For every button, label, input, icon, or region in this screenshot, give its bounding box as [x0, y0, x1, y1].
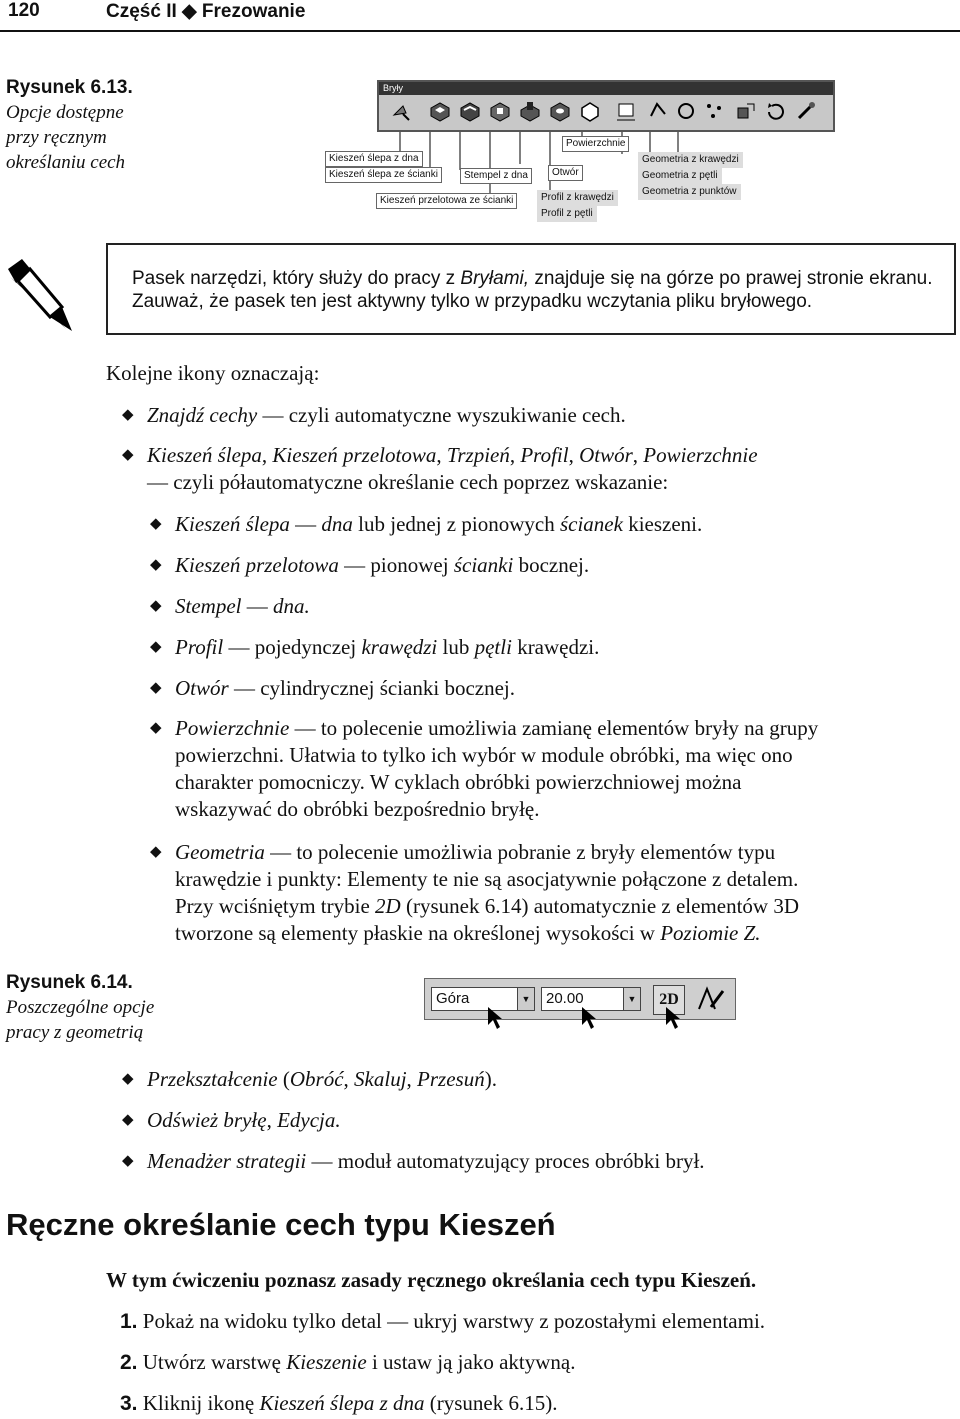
bullet-term: Menadżer strategii	[147, 1149, 307, 1173]
bullet-sep: ,	[436, 443, 447, 467]
bullet-term: Poziomie Z.	[660, 921, 761, 945]
chevron-down-icon[interactable]: ▼	[517, 988, 534, 1010]
callout-hole: Otwór	[548, 165, 583, 181]
bullet-text: tworzone są elementy płaskie na określonej wysokości w	[175, 921, 661, 945]
figure-6-14-caption	[6, 970, 154, 1045]
bullet-text: powierzchni. Ułatwia to tylko ich wybór w module obróbki, ma więc ono	[175, 743, 793, 767]
callout-geometry-edges: Geometria z krawędzi	[638, 152, 743, 168]
bullet-term: Kieszeń ślepa	[175, 512, 290, 536]
bullet-sep: ,	[261, 443, 273, 467]
bullet-sep: ,	[568, 443, 580, 467]
bullet-text: bocznej.	[513, 553, 590, 577]
step-text: Utwórz warstwę	[137, 1350, 287, 1374]
bullet-term: Edycja.	[277, 1108, 341, 1132]
caption-line: Opcje dostępne	[6, 102, 124, 123]
callout-blind-pocket-bottom: Kieszeń ślepa z dna	[325, 151, 423, 167]
callout-blind-pocket-wall: Kieszeń ślepa ze ścianki	[325, 167, 442, 183]
sub-bullet-hole	[150, 675, 515, 702]
bullet-diamond-icon: ◆	[150, 557, 162, 573]
step-term: Kieszenie	[286, 1350, 367, 1374]
z-level-value: 20.00	[546, 990, 584, 1007]
note-text-part: znajduje się na górze po prawej stronie ekranu. Zauważ, że pasek ten jest aktywny tylko w przypadku wczytania pliku bryłowego.	[132, 268, 933, 312]
bullet-diamond-icon: ◆	[122, 407, 134, 423]
callout-through-pocket: Kieszeń przelotowa ze ścianki	[376, 193, 517, 209]
bullet-term: Znajdź cechy	[147, 403, 258, 427]
page-number: 120	[8, 0, 40, 21]
bullet-term: Przekształcenie	[147, 1067, 278, 1091]
bullet-term: Profil	[175, 635, 224, 659]
bullet-term: dna.	[272, 594, 310, 618]
callout-profile-loop: Profil z pętli	[537, 206, 597, 222]
bullet-diamond-icon: ◆	[150, 680, 162, 696]
pencil-note-icon	[4, 255, 76, 333]
bullet-term: 2D	[375, 894, 401, 918]
bullet-term: Kieszeń przelotowa	[175, 553, 339, 577]
bullet-diamond-icon: ◆	[150, 639, 162, 655]
bullet-diamond-icon: ◆	[122, 1153, 134, 1169]
bullet-term: Stempel	[175, 594, 242, 618]
bullet-text: wskazywać do obróbki bezpośrednio bryłę.	[175, 797, 540, 821]
bullet-strategy-manager	[122, 1148, 705, 1175]
pointer-cursors	[486, 1005, 686, 1037]
bullet-diamond-icon: ◆	[150, 598, 162, 614]
bullet-text: ,	[343, 1067, 355, 1091]
bullet-diamond-icon: ◆	[122, 1112, 134, 1128]
bullet-term: dna	[321, 512, 353, 536]
step-text: Pokaż na widoku tylko detal — ukryj warstwy z pozostałymi elementami.	[137, 1309, 766, 1333]
bullet-text: —	[289, 512, 322, 536]
bullet-text: (	[277, 1067, 290, 1091]
bullet-text: — to polecenie umożliwia pobranie z bryły elementów typu	[264, 840, 776, 864]
step-text: Kliknij ikonę	[137, 1391, 260, 1415]
step-text: (rysunek 6.15).	[424, 1391, 558, 1415]
step-2	[120, 1349, 575, 1376]
bullet-diamond-icon: ◆	[122, 1071, 134, 1087]
bullet-sep: ,	[632, 443, 644, 467]
bullet-text: lub	[437, 635, 475, 659]
caption-line: pracy z geometrią	[6, 1022, 144, 1043]
bullet-text: lub jednej z pionowych	[352, 512, 560, 536]
note-text-emphasis: Bryłami,	[460, 268, 530, 289]
bullet-term: Odśwież bryłę	[147, 1108, 267, 1132]
bullet-text: krawędzi.	[511, 635, 600, 659]
bullet-text: (rysunek 6.14) automatycznie z elementów 3D	[400, 894, 800, 918]
bullet-diamond-icon: ◆	[150, 844, 162, 860]
sub-bullet-boss	[150, 593, 310, 620]
sub-bullet-through-pocket	[150, 552, 590, 579]
bullet-diamond-icon: ◆	[150, 516, 162, 532]
caption-line: Poszczególne opcje	[6, 997, 155, 1018]
bullet-text: charakter pomocniczy. W cyklach obróbki powierzchniowej można	[175, 770, 742, 794]
step-number: 2.	[120, 1351, 138, 1374]
bullet-sep: ,	[509, 443, 521, 467]
bullet-diamond-icon: ◆	[150, 720, 162, 736]
note-text	[132, 267, 942, 313]
bullet-text: krawędzie i punkty: Elementy te nie są asocjatywnie połączone z detalem.	[175, 867, 799, 891]
caption-line: określaniu cech	[6, 152, 126, 173]
figure-6-13-caption	[6, 75, 133, 175]
page-header	[0, 0, 960, 32]
bullet-text: Przy wciśniętym trybie	[175, 894, 376, 918]
callout-profile-edge: Profil z krawędzi	[537, 190, 618, 206]
bullet-semi-auto	[122, 442, 907, 496]
step-3	[120, 1390, 558, 1417]
bullet-term: ścianek	[559, 512, 623, 536]
bullet-diamond-icon: ◆	[122, 447, 134, 463]
bullet-text: ,	[266, 1108, 278, 1132]
bullet-find-features	[122, 402, 626, 429]
bullet-term: Powierzchnie	[643, 443, 758, 467]
callout-boss: Stempel z dna	[460, 168, 532, 184]
bullet-term: ścianki	[453, 553, 514, 577]
bullet-term: Otwór	[175, 676, 229, 700]
bullet-term: Kieszeń ślepa	[147, 443, 262, 467]
callout-surfaces: Powierzchnie	[562, 136, 629, 152]
geometry-edit-icon[interactable]	[695, 985, 727, 1013]
note-text-part: Pasek narzędzi, który służy do pracy z	[132, 268, 461, 289]
strategy-manager-icon[interactable]	[795, 100, 817, 122]
bullet-text: — cylindrycznej ścianki bocznej.	[228, 676, 515, 700]
callout-geometry-points: Geometria z punktów	[638, 184, 741, 200]
bullet-term: Profil	[520, 443, 569, 467]
step-1	[120, 1308, 765, 1335]
bullet-term: Powierzchnie	[175, 716, 290, 740]
figure-label: Rysunek 6.14.	[6, 972, 133, 993]
bullet-text: — pionowej	[338, 553, 454, 577]
bullet-refresh	[122, 1107, 341, 1134]
bullet-text: — czyli półautomatyczne określanie cech poprzez wskazanie:	[147, 470, 669, 494]
bullet-text: — pojedynczej	[223, 635, 362, 659]
bullet-term: Skaluj	[354, 1067, 407, 1091]
bullet-transform	[122, 1066, 497, 1093]
exercise-lead: W tym ćwiczeniu poznasz zasady ręcznego określania cech typu Kieszeń.	[106, 1268, 757, 1292]
bullet-term: Przesuń	[417, 1067, 485, 1091]
figure-label: Rysunek 6.13.	[6, 77, 133, 98]
section-heading: Ręczne określanie cech typu Kieszeń	[6, 1207, 556, 1242]
bullet-text: ,	[406, 1067, 418, 1091]
note-box	[106, 243, 956, 335]
bullet-text: — to polecenie umożliwia zamianę elementów bryły na grupy	[289, 716, 819, 740]
toolbar-title: Bryły	[379, 82, 833, 95]
bullet-term: Obróć	[289, 1067, 344, 1091]
bullet-term: Kieszeń przelotowa	[272, 443, 437, 467]
bullet-term: krawędzi	[361, 635, 438, 659]
bullet-term: Otwór	[579, 443, 633, 467]
sub-bullet-blind-pocket	[150, 511, 703, 538]
bullet-term: Geometria	[175, 840, 265, 864]
bullet-text: — czyli automatyczne wyszukiwanie cech.	[257, 403, 626, 427]
bullet-text: — moduł automatyzujący proces obróbki brył.	[306, 1149, 705, 1173]
view-select-value: Góra	[436, 990, 470, 1007]
step-number: 1.	[120, 1310, 138, 1333]
step-number: 3.	[120, 1392, 138, 1415]
mode-2d-button[interactable]: 2D	[653, 985, 685, 1015]
sub-bullet-surfaces	[150, 715, 935, 823]
sub-bullet-geometry	[150, 839, 935, 947]
section-title: Część II ◆ Frezowanie	[106, 1, 306, 22]
step-term: Kieszeń ślepa z dna	[259, 1391, 425, 1415]
bullet-text: kieszeni.	[622, 512, 703, 536]
bullet-text: —	[241, 594, 273, 618]
caption-line: przy ręcznym	[6, 127, 107, 148]
sub-bullet-profile	[150, 634, 600, 661]
chevron-down-icon[interactable]: ▼	[623, 988, 640, 1010]
bullet-term: pętli	[474, 635, 512, 659]
step-text: i ustaw ją jako aktywną.	[366, 1350, 576, 1374]
callout-geometry-loops: Geometria z pętli	[638, 168, 722, 184]
bullet-term: Trzpień	[446, 443, 510, 467]
intro-text: Kolejne ikony oznaczają:	[106, 361, 320, 385]
bullet-text: ).	[484, 1067, 497, 1091]
